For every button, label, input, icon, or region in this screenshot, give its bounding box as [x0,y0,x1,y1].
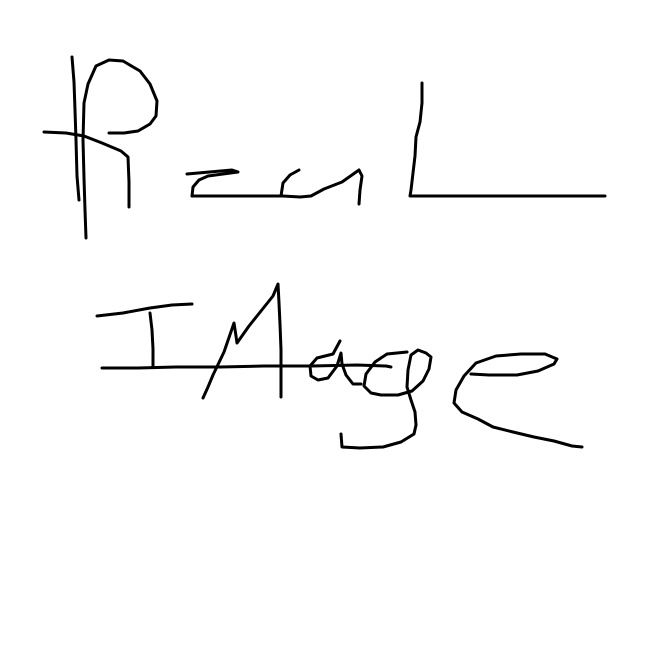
letter-a-stroke-2 [283,170,362,204]
word-image [97,284,582,448]
word-real [44,57,605,238]
letter-a-loop-stroke [310,341,361,384]
letter-e-final-stroke [454,354,582,447]
letter-r-stroke-3 [44,132,129,207]
letter-l-stroke [410,83,605,196]
letter-e-stroke [187,170,283,196]
letter-a-stroke-1 [281,170,299,196]
letter-i-stem-stroke [150,313,153,366]
letter-r-stroke-1 [72,57,79,200]
image-baseline-stroke [102,365,391,368]
letter-m-stroke [203,284,281,398]
letter-i-top-stroke [97,304,192,316]
